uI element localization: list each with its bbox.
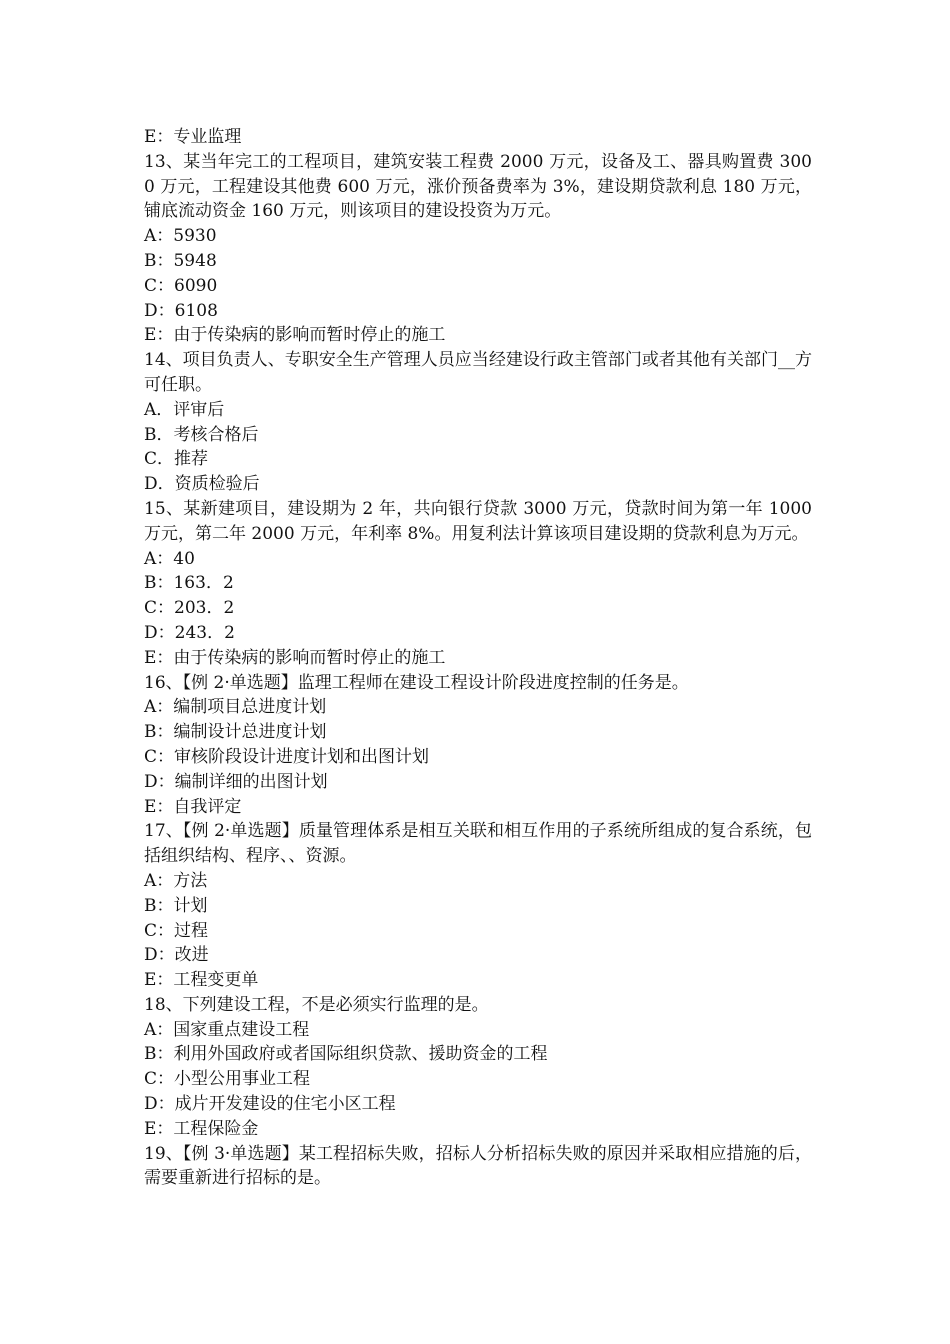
- document-page: [144, 125, 818, 1191]
- option-line: A：5930: [144, 226, 217, 247]
- question-16: 16、【例 2·单选题】监理工程师在建设工程设计阶段进度控制的任务是。: [144, 672, 689, 693]
- option-line: A：编制项目总进度计划: [144, 697, 327, 718]
- question-18: 18、下列建设工程，不是必须实行监理的是。: [144, 994, 489, 1015]
- option-line: A：方法: [144, 870, 208, 891]
- option-line: E：由于传染病的影响而暂时停止的施工: [144, 647, 446, 668]
- option-line: B：编制设计总进度计划: [144, 722, 327, 743]
- option-line: E：专业监理: [144, 127, 242, 147]
- option-line: D．资质检验后: [144, 474, 260, 495]
- option-line: B：163．2: [144, 573, 234, 594]
- option-line: C：203．2: [144, 598, 235, 619]
- option-line: C：过程: [144, 920, 209, 941]
- question-15: 15、某新建项目，建设期为 2 年，共向银行贷款 3000 万元，贷款时间为第一年 1000 万元，第二年 2000 万元，年利率 8%。用复利法计算该项目建设期的贷款利息为万元。: [144, 498, 818, 544]
- option-line: C．推荐: [144, 449, 209, 470]
- option-line: A．评审后: [144, 399, 225, 420]
- option-line: D：243．2: [144, 622, 235, 643]
- question-13: 13、某当年完工的工程项目，建筑安装工程费 2000 万元，设备及工、器具购置费 3000 万元，工程建设其他费 600 万元，涨价预备费率为 3%，建设期贷款利息 180 万元，铺底流动资金 160 万元，则该项目的建设投资为万元。: [144, 151, 812, 222]
- option-line: A：40: [144, 548, 195, 569]
- option-line: E：工程保险金: [144, 1118, 259, 1139]
- option-line: D：编制详细的出图计划: [144, 771, 328, 792]
- option-line: D：改进: [144, 945, 209, 966]
- option-line: B：5948: [144, 250, 217, 271]
- option-line: A：国家重点建设工程: [144, 1019, 310, 1040]
- option-line: B：利用外国政府或者国际组织贷款、援助资金的工程: [144, 1044, 548, 1065]
- question-17: 17、【例 2·单选题】质量管理体系是相互关联和相互作用的子系统所组成的复合系统，包括组织结构、程序、、资源。: [144, 821, 812, 867]
- question-14: 14、项目负责人、专职安全生产管理人员应当经建设行政主管部门或者其他有关部门__方可任职。: [144, 350, 812, 395]
- option-line: D：6108: [144, 300, 218, 321]
- option-line: C：小型公用事业工程: [144, 1069, 311, 1090]
- option-line: E：工程变更单: [144, 970, 259, 991]
- option-line: B．考核合格后: [144, 424, 259, 445]
- question-19: 19、【例 3·单选题】某工程招标失败，招标人分析招标失败的原因并采取相应措施的后，需要重新进行招标的是。: [144, 1143, 812, 1189]
- option-line: E：由于传染病的影响而暂时停止的施工: [144, 325, 446, 346]
- option-line: D：成片开发建设的住宅小区工程: [144, 1094, 396, 1115]
- option-line: C：审核阶段设计进度计划和出图计划: [144, 746, 430, 767]
- option-line: B：计划: [144, 895, 208, 916]
- option-line: E：自我评定: [144, 796, 242, 817]
- option-line: C：6090: [144, 275, 218, 296]
